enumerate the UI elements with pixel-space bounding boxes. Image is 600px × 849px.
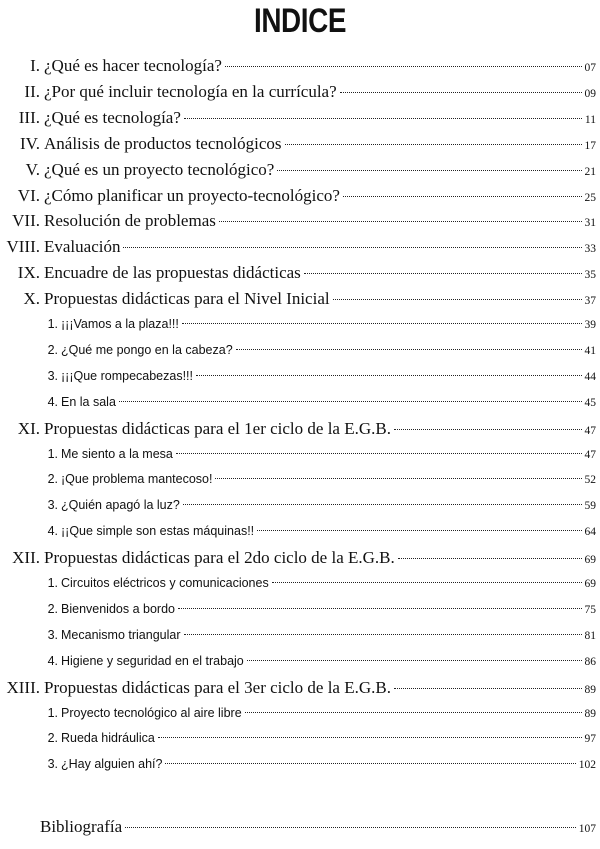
toc-entry-page: 45	[584, 396, 596, 409]
toc-leader-dots	[394, 688, 582, 689]
toc-entry-label: Propuestas didácticas para el 3er ciclo de la E.G.B.	[44, 677, 391, 697]
toc-entry-label: Proyecto tecnológico al aire libre	[61, 705, 242, 720]
toc-entry-number: II.	[24, 81, 40, 101]
toc-entry-line	[44, 211, 596, 231]
toc-entry-line	[44, 678, 596, 698]
toc-subsection-entry	[0, 652, 600, 676]
toc-entry-page: 47	[584, 448, 596, 461]
toc-leader-dots	[178, 608, 582, 609]
toc-entry-line	[44, 419, 596, 439]
toc-entry-line	[61, 317, 596, 331]
toc-entry-number: IV.	[20, 133, 40, 153]
toc-entry-line	[61, 498, 596, 512]
toc-entry-number: 1.	[47, 576, 58, 590]
toc-subsection-entry	[0, 445, 600, 469]
toc-entry-line	[61, 706, 596, 720]
toc-entry-line	[61, 524, 596, 538]
toc-entry-number: I.	[30, 56, 40, 75]
toc-entry-label: Propuestas didácticas para el 2do ciclo de la E.G.B.	[44, 548, 395, 568]
toc-entry-line	[61, 343, 596, 357]
toc-entry-line	[61, 628, 596, 642]
toc-entry-line	[61, 757, 596, 771]
toc-entry-label: ¿Quién apagó la luz?	[61, 498, 180, 513]
toc-entry-page: 31	[584, 217, 596, 230]
toc-entry-line	[44, 82, 596, 102]
toc-entry-number: 3.	[47, 757, 58, 772]
toc-entry-label: ¿Hay alguien ahí?	[61, 757, 163, 772]
toc-entry-label: ¿Qué es un proyecto tecnológico?	[44, 159, 275, 179]
toc-entry-page: 17	[584, 139, 596, 152]
toc-entry-page: 47	[584, 424, 596, 437]
toc-entry-number: VII.	[12, 211, 40, 231]
toc-leader-dots	[219, 221, 582, 222]
toc-entry-page: 21	[584, 165, 596, 178]
toc-entry-line	[44, 108, 596, 128]
toc-leader-dots	[236, 349, 582, 350]
toc-entry-number: 3.	[47, 368, 58, 383]
toc-entry-page: 44	[584, 370, 596, 383]
toc-entry-page: 97	[584, 733, 596, 746]
toc-entry-page: 35	[584, 269, 596, 282]
toc-leader-dots	[333, 299, 582, 300]
toc-entry-number: 2.	[47, 472, 58, 487]
toc-entry-label: En la sala	[61, 394, 116, 409]
toc-entry-line	[44, 56, 596, 76]
toc-entry-line	[44, 289, 596, 309]
toc-entry-label: Encuadre de las propuestas didácticas	[44, 263, 301, 283]
toc-entry-line	[44, 263, 596, 283]
toc-entry-line	[61, 472, 596, 486]
toc-leader-dots	[277, 170, 581, 171]
toc-leader-dots	[343, 196, 582, 197]
toc-chapter-entry	[0, 56, 600, 80]
toc-entry-bibliography	[0, 817, 600, 841]
toc-entry-page: 89	[584, 707, 596, 720]
toc-entry-line	[44, 160, 596, 180]
toc-leader-dots	[184, 118, 582, 119]
toc-entry-number: VI.	[17, 185, 40, 205]
toc-entry-line	[61, 576, 596, 590]
toc-leader-dots	[304, 273, 582, 274]
toc-subsection-entry	[0, 470, 600, 494]
toc-entry-number: 2.	[47, 601, 58, 616]
toc-subsection-entry	[0, 626, 600, 650]
toc-subsection-entry	[0, 315, 600, 339]
toc-entry-page: 07	[584, 62, 596, 74]
toc-entry-label: Resolución de problemas	[44, 211, 216, 231]
toc-entry-page: 69	[584, 578, 596, 590]
toc-subsection-entry	[0, 496, 600, 520]
toc-entry-label: Evaluación	[44, 237, 121, 257]
toc-leader-dots	[215, 478, 581, 479]
toc-entry-number: X.	[23, 289, 40, 309]
toc-entry-number: 3.	[47, 627, 58, 642]
toc-entry-line	[61, 447, 596, 461]
toc-chapter-entry	[0, 263, 600, 287]
toc-entry-page: 11	[584, 113, 596, 126]
toc-entry-label: ¡¡¡Vamos a la plaza!!!	[61, 317, 179, 331]
toc-subsection-entry	[0, 704, 600, 728]
toc-entry-number: 2.	[47, 342, 58, 357]
toc-entry-label: ¡Que problema mantecoso!	[61, 472, 213, 487]
toc-entry-number: VIII.	[6, 237, 40, 257]
toc-entry-page: 102	[578, 759, 596, 772]
toc-subsection-entry	[0, 341, 600, 365]
toc-leader-dots	[247, 660, 582, 661]
toc-entry-number: III.	[18, 107, 40, 127]
toc-leader-dots	[340, 92, 582, 93]
toc-chapter-entry	[0, 419, 600, 443]
toc-leader-dots	[119, 401, 582, 402]
toc-subsection-entry	[0, 367, 600, 391]
toc-entry-number: 1.	[47, 317, 58, 331]
toc-chapter-entry	[0, 678, 600, 702]
toc-entry-label: ¿Qué es tecnología?	[44, 107, 181, 127]
toc-entry-label: Bienvenidos a bordo	[61, 601, 175, 616]
toc-entry-number: 1.	[47, 705, 58, 720]
toc-entry-label: Rueda hidráulica	[61, 731, 155, 746]
toc-subsection-entry	[0, 574, 600, 598]
toc-entry-page: 33	[584, 243, 596, 256]
toc-entry-line	[61, 654, 596, 668]
toc-subsection-entry	[0, 522, 600, 546]
toc-entry-number: XI.	[17, 418, 40, 438]
toc-chapter-entry	[0, 82, 600, 106]
toc-entry-label: ¡¡¡Que rompecabezas!!!	[61, 368, 193, 383]
toc-entry-line	[61, 395, 596, 409]
toc-leader-dots	[165, 763, 575, 764]
toc-entry-number: 3.	[47, 498, 58, 513]
toc-entry-page: 59	[584, 500, 596, 513]
toc-leader-dots	[272, 582, 582, 583]
toc-entry-line	[61, 369, 596, 383]
toc-leader-dots	[183, 504, 582, 505]
toc-leader-dots	[394, 429, 582, 430]
toc-entry-page: 64	[584, 526, 596, 539]
toc-leader-dots	[245, 712, 582, 713]
toc-entry-page: 41	[584, 344, 596, 357]
toc-entry-label: Higiene y seguridad en el trabajo	[61, 653, 244, 668]
toc-entry-label: Me siento a la mesa	[61, 446, 173, 461]
toc-entry-number: 2.	[47, 731, 58, 746]
toc-leader-dots	[176, 453, 582, 454]
toc-entry-label: ¿Qué es hacer tecnología?	[44, 56, 222, 75]
toc-entry-label: Propuestas didácticas para el Nivel Inicial	[44, 289, 330, 309]
toc-entry-label: Circuitos eléctricos y comunicaciones	[61, 576, 269, 590]
toc-chapter-entry	[0, 160, 600, 184]
toc-entry-page: 81	[584, 629, 596, 642]
toc-entry-number: 4.	[47, 524, 58, 539]
toc-entry-page: 107	[578, 823, 596, 835]
toc-leader-dots	[285, 144, 582, 145]
toc-entry-page: 09	[584, 87, 596, 100]
toc-leader-dots	[125, 827, 576, 828]
toc-chapter-entry	[0, 548, 600, 572]
toc-chapter-entry	[0, 134, 600, 158]
toc-entry-label: ¿Qué me pongo en la cabeza?	[61, 342, 233, 357]
toc-leader-dots	[158, 737, 582, 738]
toc-chapter-entry	[0, 211, 600, 235]
toc-leader-dots	[182, 323, 582, 324]
toc-subsection-entry	[0, 393, 600, 417]
toc-entry-line	[44, 186, 596, 206]
toc-chapter-entry	[0, 108, 600, 132]
toc-entry-line	[44, 548, 596, 568]
toc-entry-number: IX.	[17, 263, 40, 283]
toc-entry-line	[44, 134, 596, 154]
toc-chapter-entry	[0, 289, 600, 313]
toc-entry-number: XII.	[12, 548, 40, 568]
toc-entry-line	[61, 731, 596, 745]
toc-leader-dots	[225, 66, 582, 67]
toc-entry-number: V.	[25, 159, 40, 179]
toc-entry-label: ¿Cómo planificar un proyecto-tecnológico?	[44, 185, 340, 205]
toc-leader-dots	[196, 375, 582, 376]
toc-leader-dots	[398, 558, 582, 559]
toc-entry-line	[61, 602, 596, 616]
toc-entry-page: 39	[584, 319, 596, 331]
toc-entry-label: Análisis de productos tecnológicos	[44, 133, 282, 153]
toc-subsection-entry	[0, 600, 600, 624]
toc-leader-dots	[184, 634, 582, 635]
toc-entry-page: 25	[584, 191, 596, 204]
toc-entry-number: 4.	[47, 394, 58, 409]
toc-chapter-entry	[0, 237, 600, 261]
toc-entry-label: ¿Por qué incluir tecnología en la currícula?	[44, 81, 337, 101]
toc-entry-page: 89	[584, 683, 596, 696]
toc-entry-number: 1.	[47, 446, 58, 461]
toc-entry-page: 37	[584, 295, 596, 308]
toc-entry-page: 52	[584, 474, 596, 487]
toc-leader-dots	[123, 247, 581, 248]
toc-chapter-entry	[0, 186, 600, 210]
toc-leader-dots	[257, 530, 581, 531]
page-title: INDICE	[253, 2, 347, 40]
toc-entry-label: Mecanismo triangular	[61, 627, 181, 642]
toc-entry-page: 75	[584, 603, 596, 616]
toc-entry-label: Bibliografía	[40, 817, 123, 836]
toc-entry-page: 69	[584, 554, 596, 567]
toc-entry-label: ¡¡Que simple son estas máquinas!!	[61, 524, 255, 539]
toc-subsection-entry	[0, 729, 600, 753]
toc-entry-number: XIII.	[6, 677, 40, 697]
toc-entry-page: 86	[584, 655, 596, 668]
toc-entry-line	[44, 237, 596, 257]
toc-entry-label: Propuestas didácticas para el 1er ciclo de la E.G.B.	[44, 418, 391, 438]
toc-entry-number: 4.	[47, 653, 58, 668]
toc-subsection-entry	[0, 755, 600, 779]
